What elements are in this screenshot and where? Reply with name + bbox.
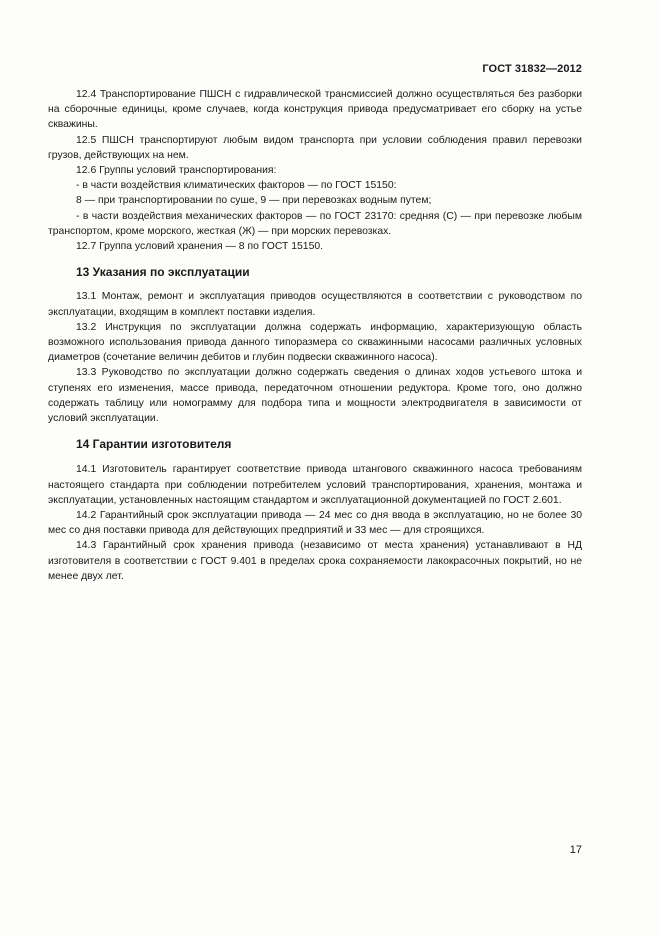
clause-14-1: 14.1 Изготовитель гарантирует соответствие привода штангового скважинного насоса требованиям настоящего стандарта при соблюдении потребителем условий транспортирования, хранения, монтажа и эксплуатации, установленных настоящим стандартом и эксплуатационной документацией по ГОСТ 2.601. [48,464,582,506]
section-13-heading: 13 Указания по эксплуатации [76,265,250,280]
clause-12-7: 12.7 Группа условий хранения — 8 по ГОСТ 15150. [76,241,324,253]
clause-13-2: 13.2 Инструкция по эксплуатации должна содержать информацию, характеризующую область возможного использования привода данного типоразмера со скважинными насосами различных условных диаметров (сочетание величин дебитов и глубин подвески скважинного насоса). [48,321,582,364]
clause-12-6-climatic: - в части воздействия климатических факторов — по ГОСТ 15150: [76,180,397,192]
document-header-id: ГОСТ 31832—2012 [482,63,582,75]
clause-14-2: 14.2 Гарантийный срок эксплуатации привода — 24 мес со дня ввода в эксплуатацию, но не более 30 мес со дня поставки привода для действующих предприятий и 33 мес — для строящихся. [48,510,582,537]
clause-12-5: 12.5 ПШСН транспортируют любым видом транспорта при условии соблюдения правил перевозки грузов, действующих на нем. [48,134,582,161]
clause-12-6-groups: 8 — при транспортировании по суше, 9 — при перевозках водным путем; [76,195,432,207]
clause-14-3: 14.3 Гарантийный срок хранения привода (независимо от места хранения) устанавливают в НД изготовителя в соответствии с ГОСТ 9.401 в пределах срока сохраняемости лакокрасочных покрытий, но не менее двух лет. [48,540,582,582]
clause-13-3: 13.3 Руководство по эксплуатации должно содержать сведения о длинах ходов устьевого штока и ступенях его изменения, массе привода, передаточном отношении редуктора. Кроме того, оно должно содержать таблицу или номограмму для подбора типа и мощности электродвигателя в зависимости от условий эксплуатации. [48,367,582,425]
clause-13-1: 13.1 Монтаж, ремонт и эксплуатация приводов осуществляются в соответствии с руководством по эксплуатации, входящим в комплект поставки изделия. [48,291,582,318]
page-number: 17 [569,844,582,856]
section-14-heading: 14 Гарантии изготовителя [76,437,232,452]
clause-12-6-mechanical: - в части воздействия механических факторов — по ГОСТ 23170: средняя (С) — при перевозке любым транспортом, кроме морского, жесткая (Ж) — при морских перевозках. [48,210,582,237]
clause-12-4: 12.4 Транспортирование ПШСН с гидравлической трансмиссией должно осуществляться без разборки на сборочные единицы, кроме случаев, когда конструкция привода предусматривает его сборку на устье скважины. [48,89,582,131]
document-body [48,87,582,584]
clause-12-6: 12.6 Группы условий транспортирования: [76,165,277,177]
